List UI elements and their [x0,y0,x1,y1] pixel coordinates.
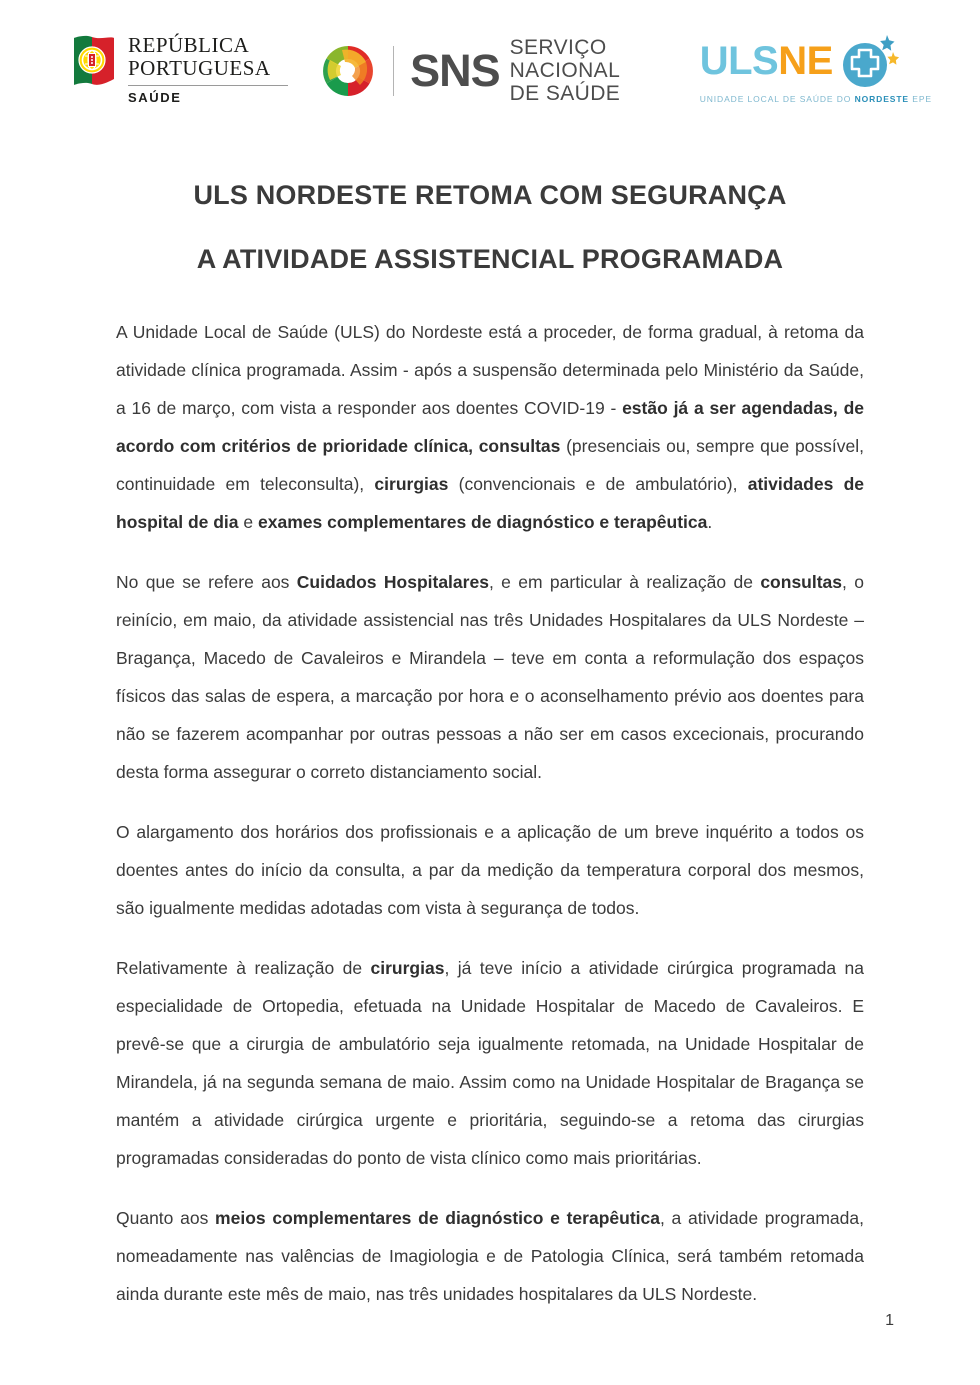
paragraph [116,313,864,541]
republica-name-line1: REPÚBLICA [128,33,250,57]
ulsne-logo [700,30,932,104]
page-title-line2: A ATIVIDADE ASSISTENCIAL PROGRAMADA [196,244,784,274]
ulsne-tagline-pre: UNIDADE LOCAL DE SAÚDE DO [699,94,855,104]
paragraph [116,949,864,1177]
paragraph [116,1199,864,1313]
republica-subtitle: SAÚDE [128,90,182,105]
body-text: , e em particular à realização de [488,572,761,592]
body-text: O alargamento dos horários dos profissionais e a aplicação de um breve inquérito a todos os doentes antes do início da consulta, a par da medição da temperatura corporal dos mesmos, são igualmente medidas adotadas com vista à segurança de todos. [116,822,864,918]
ulsne-tagline-bold: NORDESTE [854,94,910,104]
sns-fullname-line2: DE SAÚDE [509,82,621,105]
emphasis-text: atividades de hospital de dia [116,474,864,532]
sns-divider [393,46,394,96]
body-text: Relativamente à realização de [116,958,371,978]
republica-divider [128,85,288,86]
ulsne-word-uls: ULS [699,39,779,83]
body-text: , já teve início a atividade cirúrgica programada na especialidade de Ortopedia, efetuada na Unidade Hospitalar de Macedo de Cavaleiros. E prevê-se que a cirurgia de ambulatório seja igualmente retomada, na Unidade Hospitalar de Mirandela, já na segunda semana de maio. Assim como na Unidade Hospitalar de Bragança se mantém a atividade cirúrgica urgente e prioritária, seguindo-se a retoma das cirurgias programadas consideradas do ponto de vista clínico como mais prioritárias. [116,958,864,1168]
body-text: , o reinício, em maio, da atividade assistencial nas três Unidades Hospitalares da ULS Nordeste – Bragança, Macedo de Cavaleiros e Mirandela – teve em conta a reformulação dos espaços físicos das salas de espera, a marcação por hora e o aconselhamento prévio aos doentes para não se fazerem acompanhar por outras pessoas a não ser em casos excecionais, procurando desta forma assegurar o correto distanciamento social. [116,572,864,782]
page-title [0,163,980,291]
sns-abbreviation: SNS [410,44,500,96]
emphasis-text: meios complementares de diagnóstico e terapêutica [215,1208,660,1228]
emphasis-text: Cuidados Hospitalares [296,572,489,592]
document-header [0,0,980,135]
ulsne-tagline-post: EPE [909,94,932,104]
medical-cross-circle-icon [839,32,901,90]
emphasis-text: exames complementares de diagnóstico e terapêutica [258,512,708,532]
sns-ribbon-circle-icon [319,42,377,100]
emphasis-text: cirurgias [374,474,449,494]
body-text: (presenciais ou, sempre que possível, continuidade em teleconsulta), [116,436,865,494]
paragraph [116,813,864,927]
body-text: . [707,512,713,532]
body-text: (convencionais e de ambulatório), [448,474,748,494]
ulsne-tagline [700,94,932,104]
body-text: e [238,512,258,532]
page-title-line1: ULS NORDESTE RETOMA COM SEGURANÇA [193,180,787,210]
republica-portuguesa-logo [70,30,291,105]
page-number: 1 [885,1312,894,1329]
sns-logo [319,30,700,105]
document-body [116,291,864,1313]
body-text: No que se refere aos [116,572,297,592]
sns-fullname-line1: SERVIÇO NACIONAL [509,36,621,82]
body-text: A Unidade Local de Saúde (ULS) do Nordeste está a proceder, de forma gradual, à retoma da atividade clínica programada. Assim - após a suspensão determinada pelo Ministério da Saúde, a 16 de março, com vista a responder aos doentes COVID-19 - [116,322,864,418]
emphasis-text: estão já a ser agendadas, de acordo com critérios de prioridade clínica, consultas [116,398,864,456]
paragraph [116,563,864,791]
emphasis-text: consultas [760,572,843,592]
ulsne-word-ne: NE [778,39,833,83]
body-text: , a atividade programada, nomeadamente nas valências de Imagiologia e de Patologia Clínica, será também retomada ainda durante este mês de maio, nas três unidades hospitalares da ULS Nordeste. [116,1208,864,1304]
emphasis-text: cirurgias [370,958,445,978]
portugal-flag-icon [70,34,118,96]
body-text: Quanto aos [116,1208,216,1228]
republica-name-line2: PORTUGUESA [128,56,271,80]
